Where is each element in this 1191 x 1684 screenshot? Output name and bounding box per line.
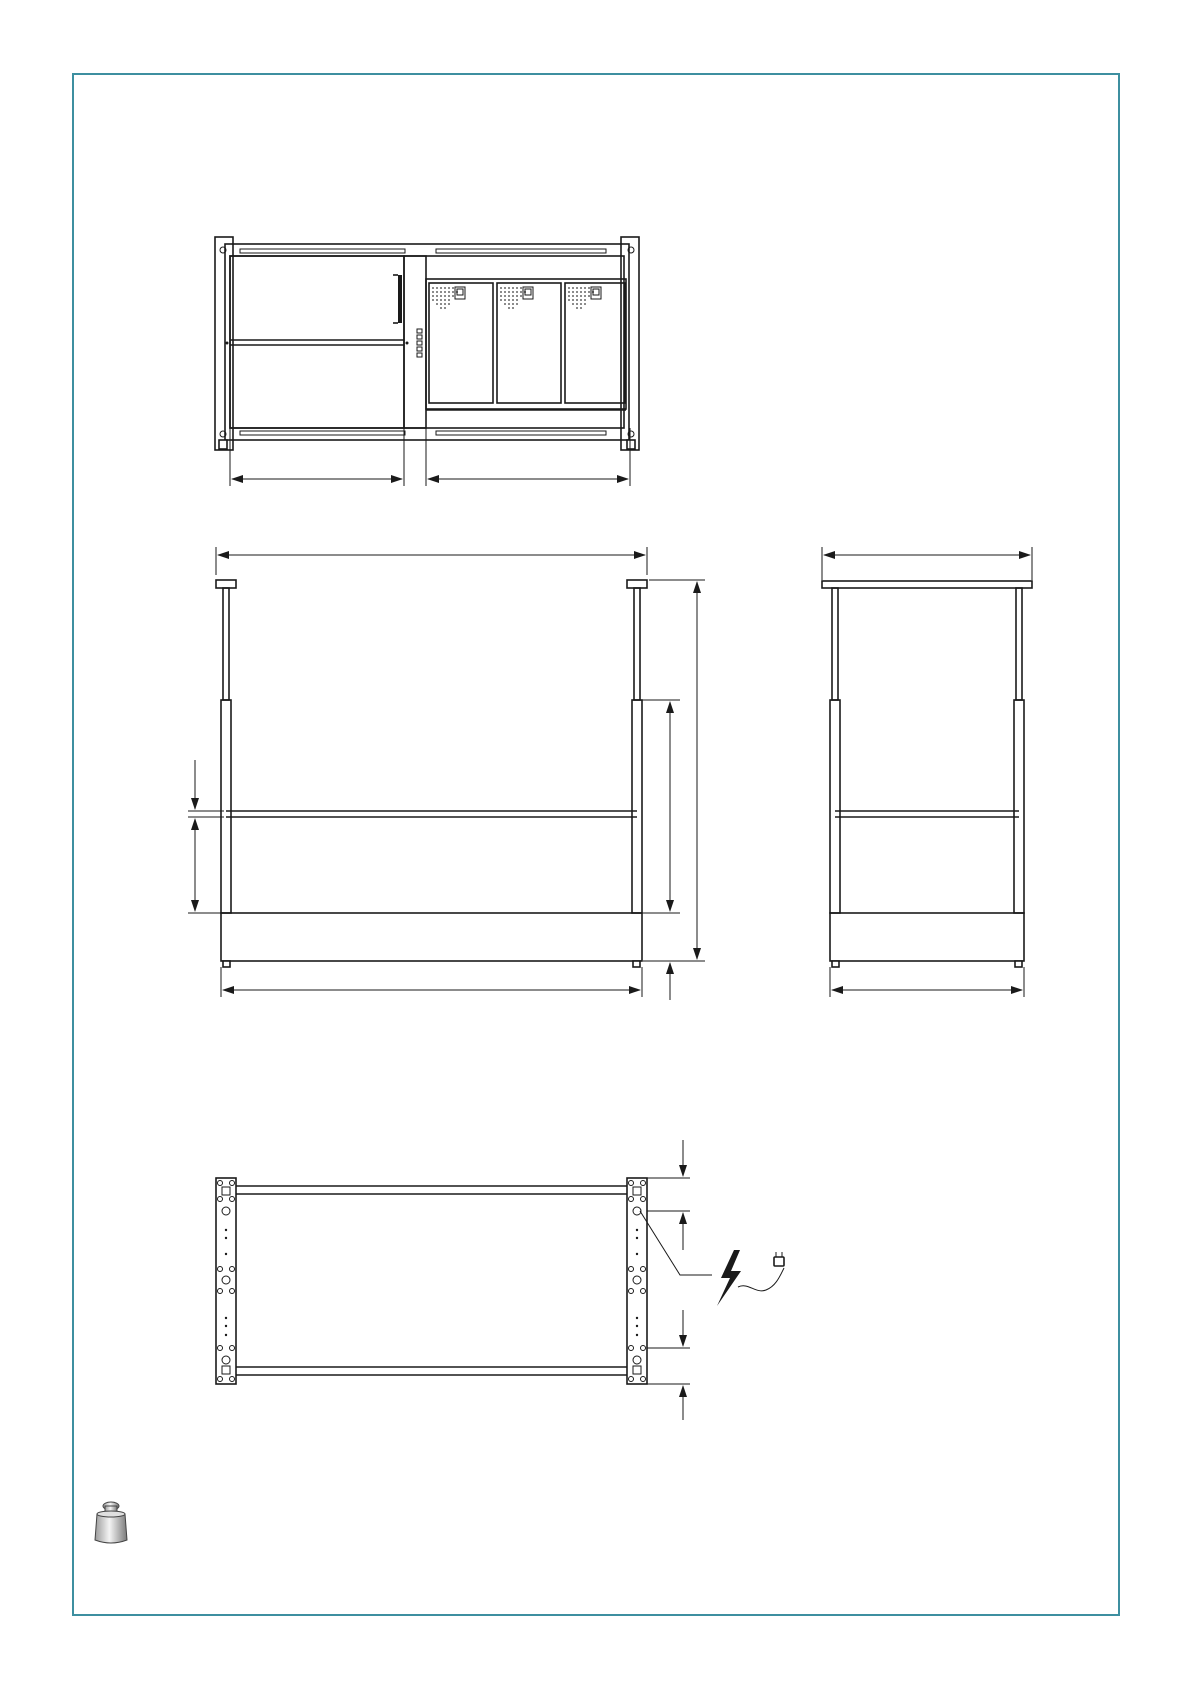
lightning-bolt-icon bbox=[717, 1250, 741, 1306]
power-plug-icon bbox=[738, 1252, 784, 1291]
side-elevation-view bbox=[188, 547, 705, 1000]
control-buttons bbox=[417, 329, 422, 357]
floor-plan-view bbox=[216, 1140, 712, 1420]
well-modules bbox=[426, 279, 626, 409]
front-elevation-view bbox=[215, 237, 639, 486]
weight-icon bbox=[95, 1502, 127, 1543]
end-elevation-view bbox=[822, 547, 1032, 997]
